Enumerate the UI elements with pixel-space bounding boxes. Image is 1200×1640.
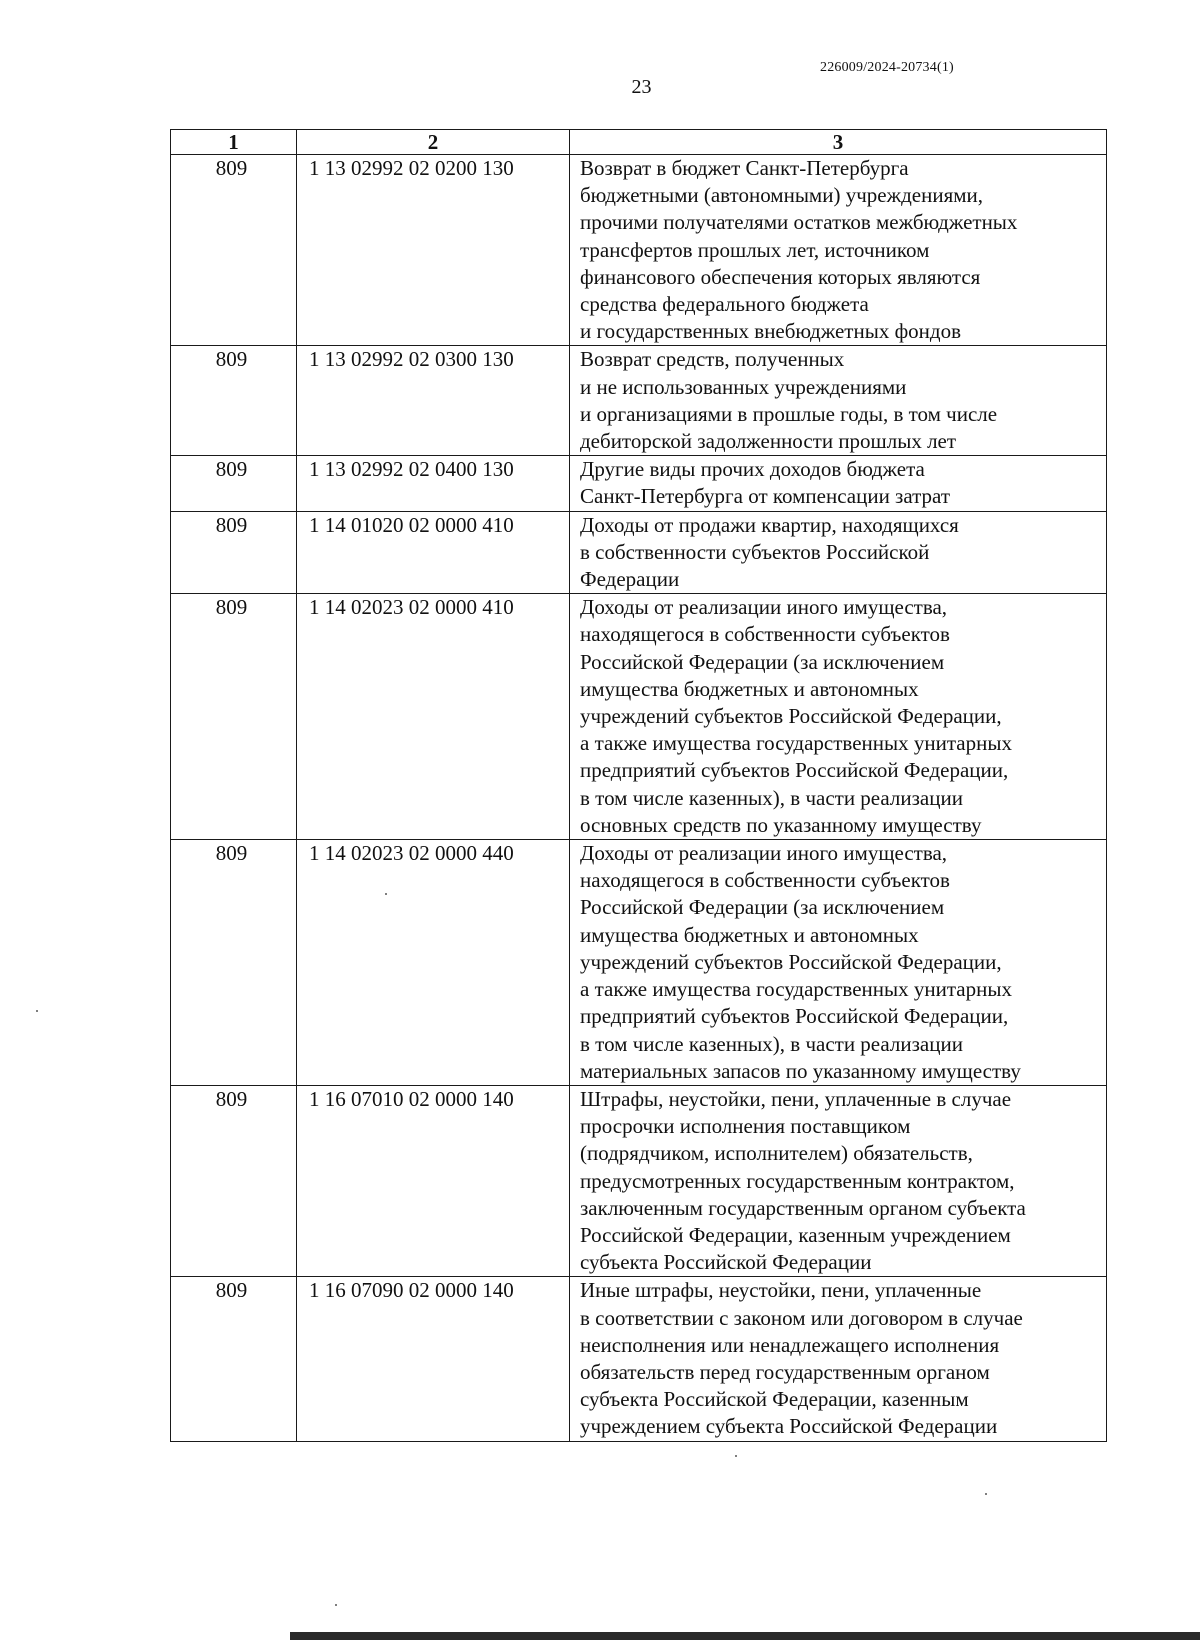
description-line: Российской Федерации, казенным учреждением <box>580 1222 1011 1247</box>
scan-bottom-edge <box>290 1632 1200 1640</box>
table-row <box>171 594 1107 840</box>
revenue-description-cell <box>570 840 1107 1086</box>
description-line: Возврат в бюджет Санкт-Петербурга <box>580 156 909 180</box>
table-row <box>171 1085 1107 1276</box>
description-line: Штрафы, неустойки, пени, уплаченные в случае <box>580 1086 1012 1111</box>
description-line: и государственных внебюджетных фондов <box>580 319 962 344</box>
description-line: трансфертов прошлых лет, источником <box>580 237 930 262</box>
description-line: находящегося в собственности субъектов <box>580 868 950 893</box>
administrator-code-cell: 809 <box>171 456 297 511</box>
scan-speck <box>335 1604 337 1606</box>
description-line: имущества бюджетных и автономных <box>580 922 919 947</box>
table-row <box>171 840 1107 1086</box>
revenue-description-cell <box>570 1277 1107 1441</box>
description-line: прочими получателями остатков межбюджетных <box>580 210 1018 235</box>
description-line: просрочки исполнения поставщиком <box>580 1114 911 1139</box>
document-registration-number: 226009/2024-20734(1) <box>820 60 954 75</box>
description-line: основных средств по указанному имуществу <box>580 812 982 837</box>
revenue-code-cell: 1 16 07010 02 0000 140 <box>297 1085 570 1276</box>
revenue-description-cell <box>570 346 1107 456</box>
description-line: в собственности субъектов Российской <box>580 539 930 564</box>
description-line: субъекта Российской Федерации, казенным <box>580 1387 969 1412</box>
scan-speck <box>36 1010 38 1012</box>
description-line: материальных запасов по указанному имуществу <box>580 1058 1021 1083</box>
description-line: Возврат средств, полученных <box>580 347 845 372</box>
description-line: а также имущества государственных унитарных <box>580 731 1012 756</box>
table-row <box>171 1277 1107 1441</box>
revenue-code-cell: 1 14 02023 02 0000 410 <box>297 594 570 840</box>
revenue-code-cell: 1 13 02992 02 0400 130 <box>297 456 570 511</box>
table-row <box>171 511 1107 594</box>
revenue-code-cell: 1 13 02992 02 0300 130 <box>297 346 570 456</box>
description-line: Доходы от продажи квартир, находящихся <box>580 512 959 537</box>
revenue-code-cell: 1 14 02023 02 0000 440 <box>297 840 570 1086</box>
description-line: предприятий субъектов Российской Федерации, <box>580 1004 1009 1029</box>
revenue-codes-table <box>170 129 1107 1442</box>
description-line: имущества бюджетных и автономных <box>580 676 919 701</box>
description-line: бюджетными (автономными) учреждениями, <box>580 183 984 208</box>
revenue-description-cell <box>570 1085 1107 1276</box>
administrator-code-cell: 809 <box>171 594 297 840</box>
scan-speck <box>735 1455 737 1457</box>
revenue-description-cell <box>570 511 1107 594</box>
table-row <box>171 155 1107 346</box>
administrator-code-cell: 809 <box>171 511 297 594</box>
description-line: средства федерального бюджета <box>580 292 869 317</box>
description-line: в том числе казенных), в части реализации <box>580 1031 963 1056</box>
description-line: Доходы от реализации иного имущества, <box>580 841 948 866</box>
description-line: обязательств перед государственным органом <box>580 1359 990 1384</box>
revenue-description-cell <box>570 594 1107 840</box>
description-line: субъекта Российской Федерации <box>580 1250 872 1275</box>
revenue-description-cell <box>570 456 1107 511</box>
administrator-code-cell: 809 <box>171 840 297 1086</box>
description-line: Доходы от реализации иного имущества, <box>580 595 948 620</box>
column-header-2: 2 <box>297 130 570 155</box>
description-line: учреждений субъектов Российской Федерации, <box>580 704 1002 729</box>
description-line: Федерации <box>580 567 680 592</box>
description-line: Российской Федерации (за исключением <box>580 649 945 674</box>
description-line: учреждений субъектов Российской Федерации, <box>580 949 1002 974</box>
description-line: предприятий субъектов Российской Федерации, <box>580 758 1009 783</box>
description-line: а также имущества государственных унитарных <box>580 977 1012 1002</box>
revenue-code-cell: 1 16 07090 02 0000 140 <box>297 1277 570 1441</box>
table-header <box>171 130 1107 155</box>
description-line: и организациями в прошлые годы, в том числе <box>580 401 998 426</box>
description-line: в соответствии с законом или договором в случае <box>580 1305 1023 1330</box>
administrator-code-cell: 809 <box>171 346 297 456</box>
page-number: 23 <box>631 76 652 98</box>
description-line: учреждением субъекта Российской Федерации <box>580 1414 998 1439</box>
description-line: и не использованных учреждениями <box>580 374 907 399</box>
column-header-3: 3 <box>570 130 1107 155</box>
description-line: дебиторской задолженности прошлых лет <box>580 429 957 454</box>
revenue-code-cell: 1 13 02992 02 0200 130 <box>297 155 570 346</box>
table-row <box>171 456 1107 511</box>
column-header-1: 1 <box>171 130 297 155</box>
description-line: Другие виды прочих доходов бюджета <box>580 457 925 482</box>
administrator-code-cell: 809 <box>171 1277 297 1441</box>
table-body <box>171 155 1107 1442</box>
description-line: Российской Федерации (за исключением <box>580 895 945 920</box>
description-line: Санкт-Петербурга от компенсации затрат <box>580 484 951 509</box>
description-line: финансового обеспечения которых являются <box>580 264 981 289</box>
scan-speck <box>985 1493 987 1495</box>
description-line: предусмотренных государственным контрактом, <box>580 1168 1015 1193</box>
revenue-code-cell: 1 14 01020 02 0000 410 <box>297 511 570 594</box>
description-line: Иные штрафы, неустойки, пени, уплаченные <box>580 1278 982 1303</box>
table-header-row <box>171 130 1107 155</box>
description-line: (подрядчиком, исполнителем) обязательств, <box>580 1141 973 1166</box>
table-row <box>171 346 1107 456</box>
revenue-description-cell <box>570 155 1107 346</box>
description-line: находящегося в собственности субъектов <box>580 622 950 647</box>
administrator-code-cell: 809 <box>171 1085 297 1276</box>
description-line: неисполнения или ненадлежащего исполнения <box>580 1332 1000 1357</box>
scan-speck <box>385 893 387 895</box>
description-line: в том числе казенных), в части реализации <box>580 785 963 810</box>
description-line: заключенным государственным органом субъекта <box>580 1195 1026 1220</box>
administrator-code-cell: 809 <box>171 155 297 346</box>
